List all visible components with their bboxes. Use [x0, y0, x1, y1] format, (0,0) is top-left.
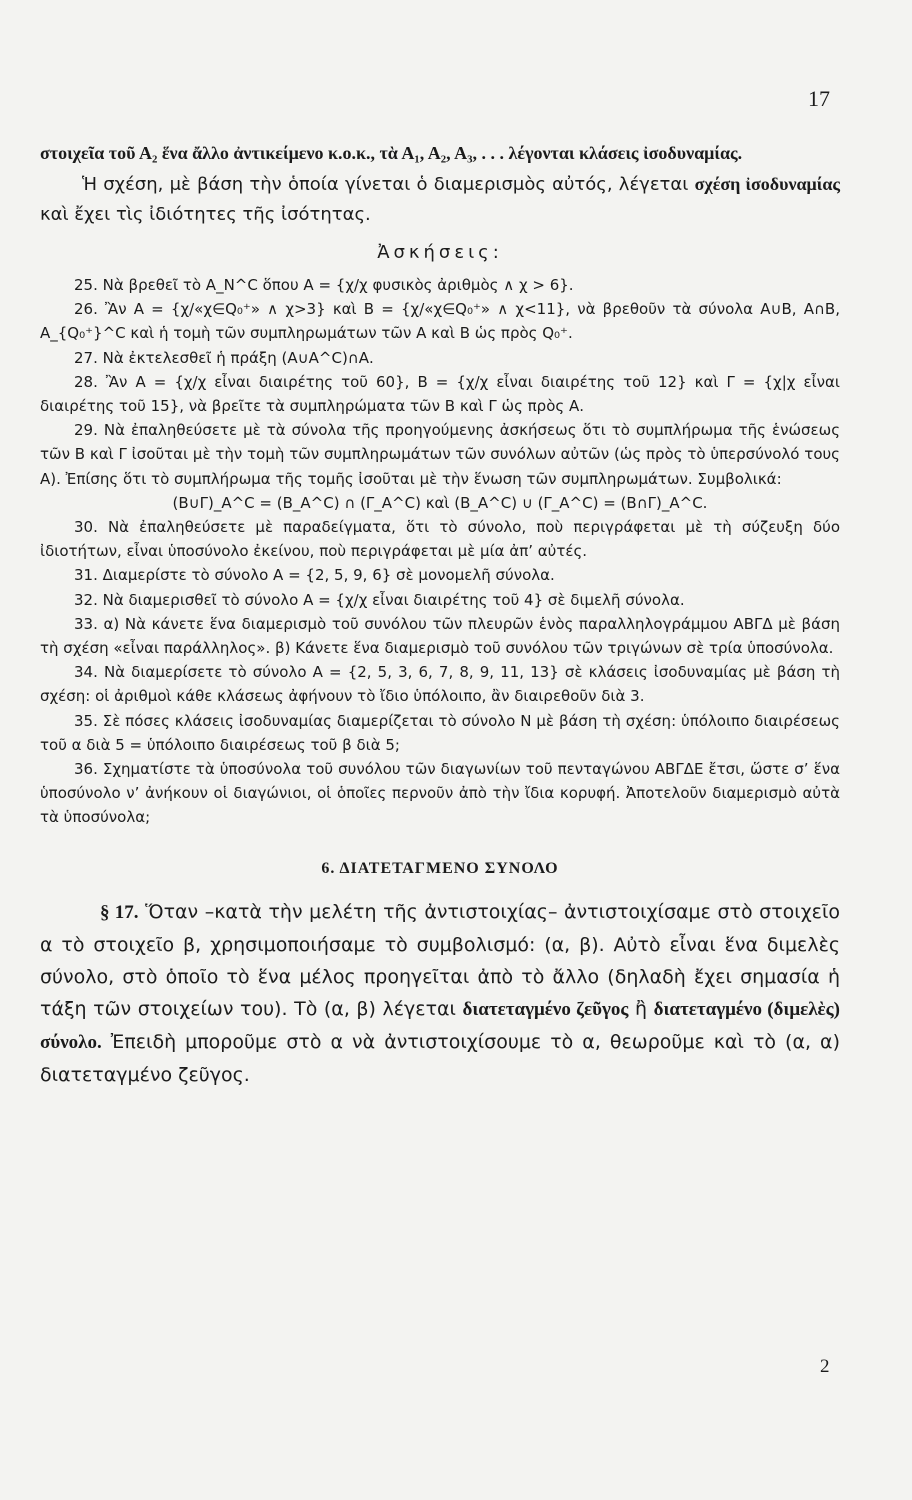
intro-bold-term: σχέση ἰσοδυναμίας: [694, 174, 840, 194]
exercise-31: 31. Διαμερίστε τὸ σύνολο Α = {2, 5, 9, 6} σὲ μονομελῆ σύνολα.: [74, 566, 555, 585]
page-number: 17: [808, 86, 830, 111]
exercise-33: 33. α) Νὰ κάνετε ἕνα διαμερισμὸ τοῦ συνόλου τῶν πλευρῶν ἑνὸς παραλληλογράμμου ΑΒΓΔ μὲ βάση τὴ σχέση «εἶναι παράλληλος». β) Κάνετε ἕνα διαμερισμὸ τοῦ συνόλου τῶν τριγώνων σὲ τρία ὑποσύνολα.: [40, 614, 840, 658]
bold-term-ordered-set: διατεταγμένο (διμελὲς) σύνολο.: [40, 998, 840, 1053]
intro-text-b: καὶ ἔχει τὶς ἰδιότητες τῆς ἰσότητας.: [40, 204, 371, 225]
exercise-36: 36. Σχηματίστε τὰ ὑποσύνολα τοῦ συνόλου τῶν διαγωνίων τοῦ πενταγώνου ΑΒΓΔΕ ἔτσι, ὥστε σ’ ἕνα ὑποσύνολο ν’ ἀνήκουν οἱ διαγώνιοι, οἱ ὁποῖες περνοῦν ἀπὸ τὴν ἴδια κορυφή. Ἀποτελοῦν διαμερισμὸ αὐτὰ τὰ ὑποσύνολα;: [40, 760, 840, 827]
exercise-26: 26. Ἂν Α = {χ/«χ∈Q₀⁺» ∧ χ>3} καὶ Β = {χ/«χ∈Q₀⁺» ∧ χ<11}, νὰ βρεθοῦν τὰ σύνολα Α∪Β, Α∩Β, Α_{Q₀⁺}^C καὶ ἡ τομὴ τῶν συμπληρωμάτων τῶν Α καὶ Β ὡς πρὸς Q₀⁺.: [40, 300, 840, 343]
section-title: 6. ΔΙΑΤΕΤΑΓΜΕΝΟ ΣΥΝΟΛΟ: [321, 859, 559, 877]
exercise-29: 29. Νὰ ἐπαληθεύσετε μὲ τὰ σύνολα τῆς προηγούμενης ἀσκήσεως ὅτι τὸ συμπλήρωμα τῆς ἑνώσεως τῶν Β καὶ Γ ἰσοῦται μὲ τὴν τομὴ τῶν συμπληρωμάτων τῶν συνόλων αὐτῶν (ὡς πρὸς τὸ ὑπερσύνολό τους Α). Ἐπίσης ὅτι τὸ συμπλήρωμα τῆς τομῆς ἰσοῦται μὲ τὴν ἕνωση τῶν συμπληρωμάτων. Συμβολικά:: [40, 421, 840, 488]
exercise-25: 25. Νὰ βρεθεῖ τὸ Α_N^C ὅπου Α = {χ/χ φυσικὸς ἀριθμὸς ∧ χ > 6}.: [74, 276, 574, 294]
exercise-30: 30. Νὰ ἐπαληθεύσετε μὲ παραδείγματα, ὅτι τὸ σύνολο, ποὺ περιγράφεται μὲ τὴ σύζευξη δύο ἰδιοτήτων, εἶναι ὑποσύνολο ἐκείνου, ποὺ περιγράφεται μὲ μία ἀπ’ αὐτές.: [40, 518, 840, 561]
bold-term-ordered-pair: διατεταγμένο ζεῦγος: [462, 998, 629, 1020]
section-text-b: ἢ: [628, 997, 654, 1020]
signature-number: 2: [820, 1356, 830, 1377]
exercise-34: 34. Νὰ διαμερίσετε τὸ σύνολο Α = {2, 5, 3, 6, 7, 8, 9, 11, 13} σὲ κλάσεις ἰσοδυναμίας μὲ βάση τὴ σχέση: οἱ ἀριθμοὶ κάθε κλάσεως ἀφήνουν τὸ ἴδιο ὑπόλοιπο, ἂν διαιρεθοῦν διὰ 3.: [40, 663, 840, 706]
section-paragraph: [40, 896, 840, 1091]
page-content: [40, 138, 840, 1091]
exercise-27: 27. Νὰ ἐκτελεσθεῖ ἡ πράξη (Α∪Α^C)∩Α.: [74, 348, 374, 367]
paragraph-label: § 17.: [100, 901, 139, 923]
exercise-35: 35. Σὲ πόσες κλάσεις ἰσοδυναμίας διαμερίζεται τὸ σύνολο Ν μὲ βάση τὴ σχέση: ὑπόλοιπο διαιρέσεως τοῦ α διὰ 5 = ὑπόλοιπο διαιρέσεως τοῦ β διὰ 5;: [40, 711, 840, 754]
exercise-32: 32. Νὰ διαμερισθεῖ τὸ σύνολο Α = {χ/χ εἶναι διαιρέτης τοῦ 4} σὲ διμελῆ σύνολα.: [74, 590, 685, 609]
section-text-a: Ὅταν –κατὰ τὴν μελέτη τῆς ἀντιστοιχίας– ἀντιστοιχίσαμε στὸ στοιχεῖο α τὸ στοιχεῖο β, χρησιμοποιήσαμε τὸ συμβολισμό: (α, β). Αὐτὸ εἶναι ἕνα διμελὲς σύνολο, στὸ ὁποῖο τὸ ἕνα μέλος προηγεῖται ἀπὸ τὸ ἄλλο (δηλαδὴ ἔχει σημασία ἡ τάξη τῶν στοιχείων του). Τὸ (α, β) λέγεται: [40, 900, 841, 1020]
section-text-c: Ἐπειδὴ μποροῦμε στὸ α νὰ ἀντιστοιχίσουμε τὸ α, θεωροῦμε καὶ τὸ (α, α) διατεταγμένο ζεῦγος.: [40, 1030, 840, 1086]
exercises-heading: Ἀσκήσεις:: [377, 242, 503, 263]
intro-text-a: Ἡ σχέση, μὲ βάση τὴν ὁποία γίνεται ὁ διαμερισμὸς αὐτός, λέγεται: [82, 174, 695, 195]
exercise-28: 28. Ἂν Α = {χ/χ εἶναι διαιρέτης τοῦ 60}, Β = {χ/χ εἶναι διαιρέτης τοῦ 12} καὶ Γ = {χ|χ εἶναι διαιρέτης τοῦ 15}, νὰ βρεῖτε τὰ συμπληρώματα τῶν Β καὶ Γ ὡς πρὸς Α.: [40, 372, 840, 416]
intro-bold-text: στοιχεῖα τοῦ Α₂ ἕνα ἄλλο ἀντικείμενο κ.ο.κ., τὰ Α₁, Α₂, Α₃, . . . λέγονται κλάσεις ἰσοδυναμίας.: [40, 143, 743, 163]
intro-paragraph-1: [40, 138, 840, 169]
exercise-29-formula: (Β∪Γ)_Α^C = (Β_Α^C) ∩ (Γ_Α^C) καὶ (Β_Α^C) ∪ (Γ_Α^C) = (Β∩Γ)_Α^C.: [172, 493, 708, 512]
intro-paragraph-2: [40, 169, 840, 230]
